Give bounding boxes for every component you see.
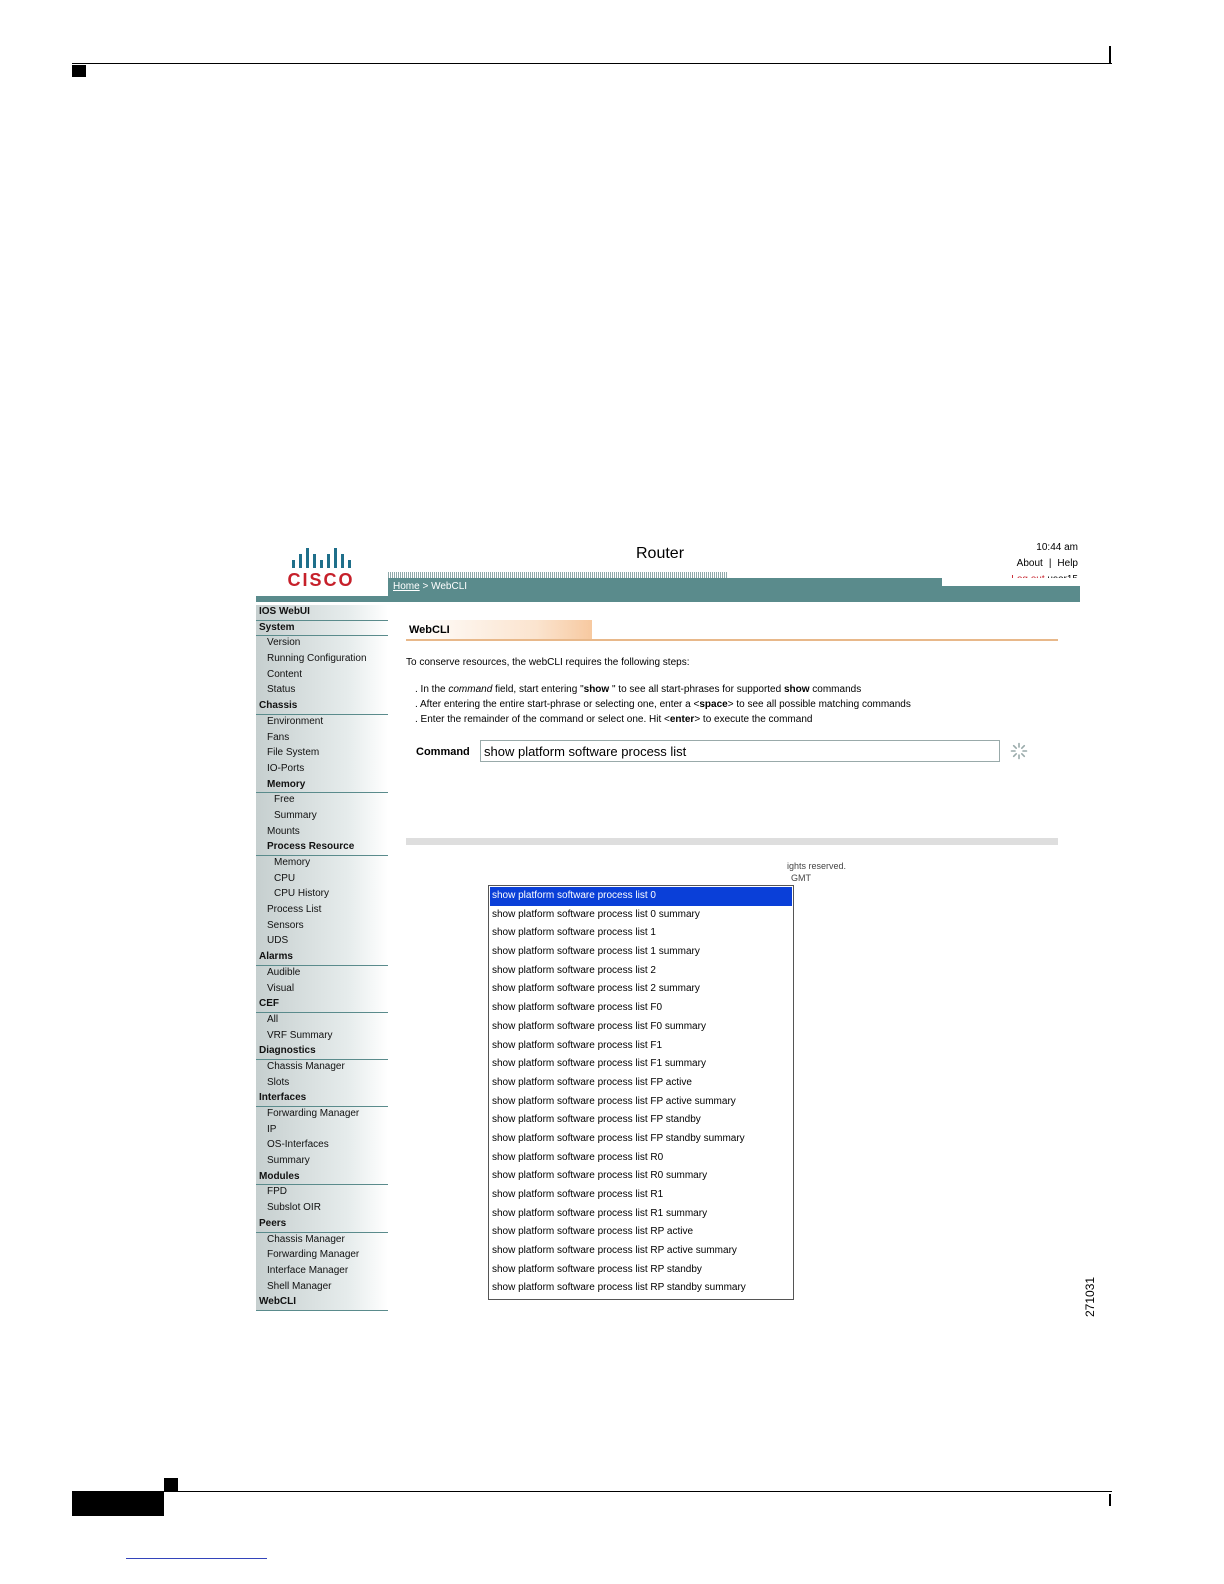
- sidebar-item-chassis[interactable]: Chassis: [256, 699, 388, 715]
- sidebar-item-interface-manager[interactable]: Interface Manager: [256, 1264, 388, 1280]
- step-3: . Enter the remainder of the command or select one. Hit <enter> to execute the command: [415, 714, 813, 725]
- suggestion-item[interactable]: show platform software process list R0 summary: [492, 1170, 708, 1182]
- suggestion-item[interactable]: show platform software process list 0: [490, 887, 792, 906]
- command-label: Command: [416, 746, 470, 758]
- footer-block: [72, 1492, 164, 1516]
- sidebar-item-environment[interactable]: Environment: [256, 715, 388, 731]
- suggestion-item[interactable]: show platform software process list RP active: [492, 1226, 694, 1238]
- sidebar-item-sensors[interactable]: Sensors: [256, 919, 388, 935]
- sidebar-item-all[interactable]: All: [256, 1013, 388, 1029]
- sidebar-item-webcli[interactable]: WebCLI: [256, 1295, 388, 1311]
- sidebar-item-fans[interactable]: Fans: [256, 731, 388, 747]
- sidebar-item-chassis-manager[interactable]: Chassis Manager: [256, 1060, 388, 1076]
- sidebar-item-fpd[interactable]: FPD: [256, 1185, 388, 1201]
- header-utility: 10:44 am About | Help: [1011, 540, 1078, 588]
- suggestion-item[interactable]: show platform software process list F0 summary: [492, 1020, 706, 1032]
- footer-tick: [1109, 1494, 1111, 1506]
- header-rule: [72, 63, 1112, 64]
- sidebar-item-mounts[interactable]: Mounts: [256, 825, 388, 841]
- suggestion-item[interactable]: show platform software process list FP active: [492, 1076, 692, 1088]
- sidebar-item-alarms[interactable]: Alarms: [256, 950, 388, 966]
- suggestion-item[interactable]: show platform software process list 2: [492, 964, 656, 976]
- sidebar-item-diagnostics[interactable]: Diagnostics: [256, 1044, 388, 1060]
- title-rule: [406, 639, 1058, 641]
- cisco-logo: [282, 546, 360, 594]
- footer-rule: [72, 1491, 1112, 1492]
- header-tick: [1109, 46, 1111, 64]
- suggestion-item[interactable]: show platform software process list 2 summary: [492, 983, 700, 995]
- page-title: WebCLI: [406, 620, 592, 639]
- sidebar-item-os-interfaces[interactable]: OS-Interfaces: [256, 1138, 388, 1154]
- command-input[interactable]: [480, 740, 1000, 762]
- sidebar-item-summary[interactable]: Summary: [256, 809, 388, 825]
- about-link[interactable]: About: [1016, 558, 1043, 569]
- sidebar-item-subslot-oir[interactable]: Subslot OIR: [256, 1201, 388, 1217]
- sidebar-item-peers[interactable]: Peers: [256, 1217, 388, 1233]
- suggestion-item[interactable]: show platform software process list RP active summary: [492, 1245, 737, 1257]
- breadcrumb-home[interactable]: Home: [393, 581, 420, 592]
- sidebar-item-audible[interactable]: Audible: [256, 966, 388, 982]
- step-2: . After entering the entire start-phrase or selecting one, enter a <space> to see all possible matching commands: [415, 699, 911, 710]
- suggestion-item[interactable]: show platform software process list 1 summary: [492, 946, 700, 958]
- loading-spinner-icon: [1010, 742, 1028, 760]
- copyright-text: ights reserved. GMT: [787, 861, 847, 883]
- suggestion-item[interactable]: show platform software process list F1: [492, 1039, 663, 1051]
- sidebar-item-modules[interactable]: Modules: [256, 1170, 388, 1186]
- sidebar-item-vrf-summary[interactable]: VRF Summary: [256, 1029, 388, 1045]
- sidebar-item-io-ports[interactable]: IO-Ports: [256, 762, 388, 778]
- sidebar-item-uds[interactable]: UDS: [256, 934, 388, 950]
- suggestion-item[interactable]: show platform software process list RP standby: [492, 1263, 702, 1275]
- sidebar-item-chassis-manager[interactable]: Chassis Manager: [256, 1233, 388, 1249]
- sidebar-item-forwarding-manager[interactable]: Forwarding Manager: [256, 1107, 388, 1123]
- sidebar-item-summary[interactable]: Summary: [256, 1154, 388, 1170]
- command-suggestions: [488, 885, 794, 1300]
- clock: 10:44 am: [1036, 542, 1078, 553]
- suggestion-item[interactable]: show platform software process list F0: [492, 1002, 663, 1014]
- step-1: . In the command field, start entering "show " to see all start-phrases for supported show commands: [415, 684, 862, 695]
- sidebar-item-running-configuration[interactable]: Running Configuration: [256, 652, 388, 668]
- sidebar-item-process-resource[interactable]: Process Resource: [256, 840, 388, 856]
- suggestion-item[interactable]: show platform software process list 1: [492, 927, 656, 939]
- suggestion-item[interactable]: show platform software process list R0: [492, 1151, 664, 1163]
- sidebar-item-cef[interactable]: CEF: [256, 997, 388, 1013]
- suggestion-item[interactable]: show platform software process list R1: [492, 1189, 664, 1200]
- suggestion-item[interactable]: show platform software process list F1 summary: [492, 1058, 706, 1070]
- suggestion-item[interactable]: show platform software process list FP standby summary: [492, 1132, 745, 1144]
- cisco-wordmark: CISCO: [287, 570, 355, 590]
- header-marker: [72, 65, 86, 77]
- sidebar-nav: [256, 605, 388, 1311]
- instruction-steps: [406, 682, 1058, 727]
- banner-strip: [256, 596, 1080, 602]
- footer-link-underline: [126, 1558, 267, 1559]
- breadcrumb-separator: >: [422, 581, 429, 592]
- banner-hatch: [388, 572, 728, 578]
- banner-cutout: [942, 578, 1080, 586]
- figure-id: 271031: [1083, 1276, 1097, 1317]
- sidebar-item-forwarding-manager[interactable]: Forwarding Manager: [256, 1248, 388, 1264]
- sidebar-item-cpu-history[interactable]: CPU History: [256, 887, 388, 903]
- footer-marker: [164, 1478, 178, 1492]
- sidebar-item-process-list[interactable]: Process List: [256, 903, 388, 919]
- webui-screenshot: [256, 540, 1080, 1315]
- sidebar-item-ip[interactable]: IP: [256, 1123, 388, 1139]
- sidebar-item-version[interactable]: Version: [256, 636, 388, 652]
- sidebar-item-cpu[interactable]: CPU: [256, 872, 388, 888]
- sidebar-item-visual[interactable]: Visual: [256, 982, 388, 998]
- sidebar-item-memory[interactable]: Memory: [256, 778, 388, 794]
- footer-divider: [406, 838, 1058, 845]
- sidebar-item-ios-webui[interactable]: IOS WebUI: [256, 605, 388, 621]
- suggestion-item[interactable]: show platform software process list R1 summary: [492, 1207, 708, 1219]
- sidebar-item-interfaces[interactable]: Interfaces: [256, 1091, 388, 1107]
- sidebar-item-slots[interactable]: Slots: [256, 1076, 388, 1092]
- sidebar-item-free[interactable]: Free: [256, 793, 388, 809]
- suggestion-item[interactable]: show platform software process list FP standby: [492, 1114, 701, 1126]
- suggestion-item[interactable]: show platform software process list FP active summary: [492, 1095, 736, 1107]
- sidebar-item-file-system[interactable]: File System: [256, 746, 388, 762]
- app-title: Router: [636, 545, 685, 562]
- main-content: [406, 620, 1058, 1294]
- sidebar-item-content[interactable]: Content: [256, 668, 388, 684]
- cisco-bars-icon: [282, 546, 360, 568]
- breadcrumb: [393, 581, 467, 592]
- sidebar-item-status[interactable]: Status: [256, 683, 388, 699]
- help-link[interactable]: Help: [1057, 558, 1078, 569]
- breadcrumb-current: WebCLI: [431, 581, 468, 592]
- sidebar-item-system[interactable]: System: [256, 621, 388, 637]
- suggestion-item[interactable]: show platform software process list 0 summary: [492, 908, 700, 920]
- suggestion-item[interactable]: show platform software process list RP standby summary: [492, 1282, 746, 1294]
- sidebar-item-memory[interactable]: Memory: [256, 856, 388, 872]
- intro-text: To conserve resources, the webCLI requires the following steps:: [406, 657, 690, 668]
- sidebar-item-shell-manager[interactable]: Shell Manager: [256, 1280, 388, 1296]
